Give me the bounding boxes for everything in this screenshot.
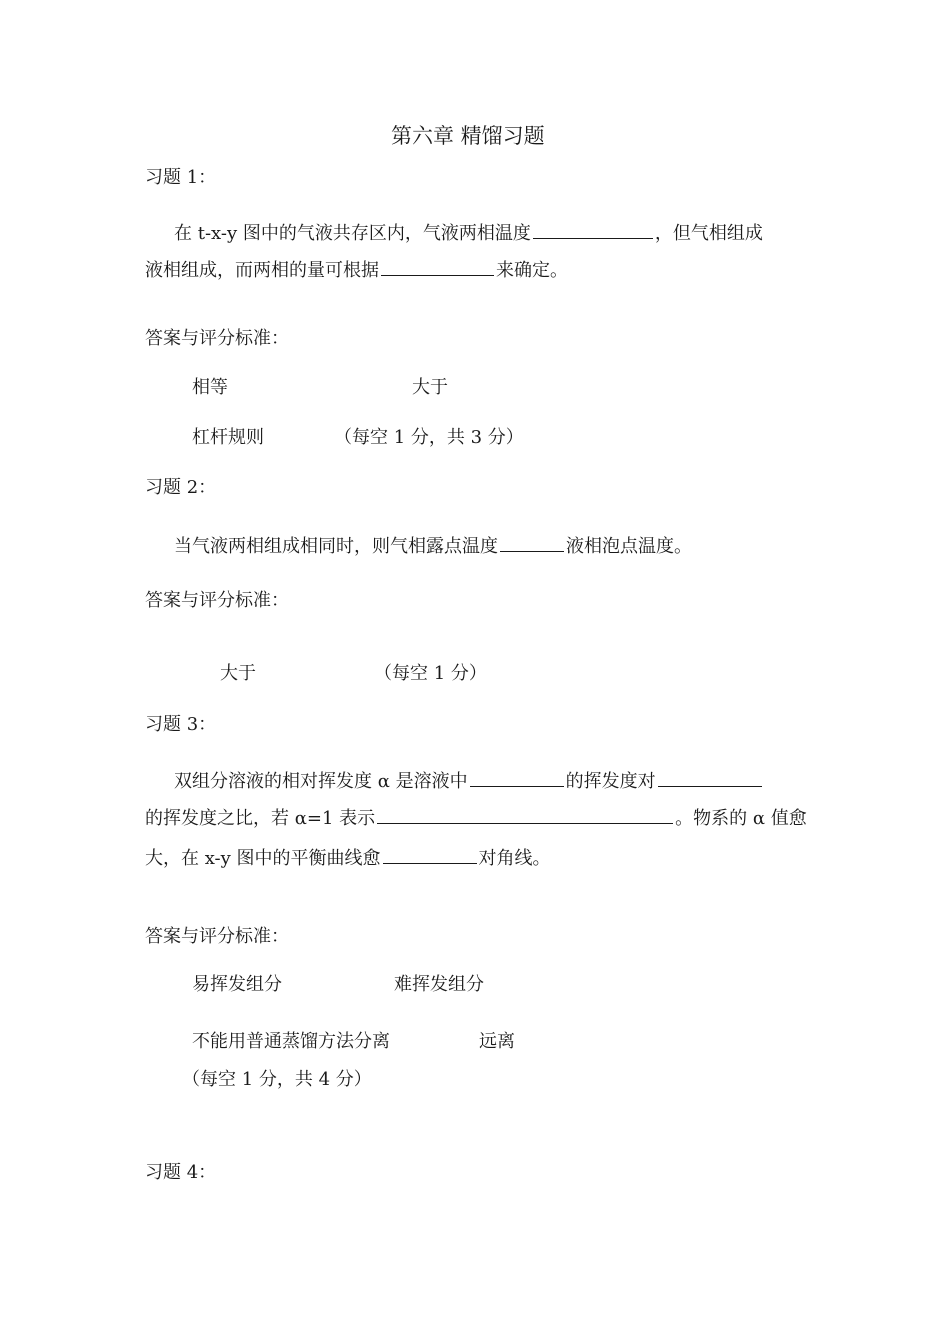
- question-3-line-3: [145, 845, 551, 871]
- question-2-line-1: [174, 533, 692, 559]
- answer-item: 易挥发组分: [192, 974, 282, 995]
- question-1-label: 习题 1：: [145, 167, 217, 188]
- answer-blank: [500, 533, 564, 552]
- answer-blank: [381, 257, 494, 276]
- answer-blank: [383, 845, 477, 864]
- answer-heading: 答案与评分标准：: [145, 590, 289, 611]
- answer-blank: [658, 768, 762, 787]
- answer-item: 远离: [479, 1031, 515, 1052]
- question-3-label: 习题 3：: [145, 714, 217, 735]
- score-note: （每空 1 分，共 4 分）: [182, 1069, 372, 1090]
- answer-item: 相等: [192, 377, 228, 398]
- question-3-text: 大，在 x-y 图中的平衡曲线愈: [145, 848, 381, 869]
- score-note: （每空 1 分）: [374, 663, 487, 684]
- answer-item: 杠杆规则: [192, 427, 264, 448]
- question-4-label: 习题 4：: [145, 1162, 217, 1183]
- answer-item: 难挥发组分: [394, 974, 484, 995]
- question-1-text: 液相组成，而两相的量可根据: [145, 260, 379, 281]
- question-3-text: 的挥发度对: [565, 771, 656, 792]
- question-1-text: 来确定。: [496, 260, 568, 281]
- page-title: 第六章 精馏习题: [391, 124, 545, 148]
- question-3-text: 的挥发度之比，若 α=1 表示: [145, 808, 376, 829]
- answer-item: 大于: [412, 377, 448, 398]
- question-3-line-2: [145, 805, 807, 831]
- question-1-line-2: [145, 257, 568, 283]
- question-3-line-1: [174, 768, 764, 794]
- answer-heading: 答案与评分标准：: [145, 328, 289, 349]
- answer-item: 不能用普通蒸馏方法分离: [192, 1031, 390, 1052]
- question-3-text: 双组分溶液的相对挥发度 α 是溶液中: [174, 771, 468, 792]
- question-1-line-1: [174, 220, 763, 246]
- question-2-text: 液相泡点温度。: [566, 536, 692, 557]
- question-3-text: 。物系的 α 值愈: [675, 808, 807, 829]
- question-1-text: ，但气相组成: [654, 223, 763, 244]
- score-note: （每空 1 分，共 3 分）: [334, 427, 524, 448]
- answer-blank: [470, 768, 564, 787]
- answer-blank: [533, 220, 653, 239]
- question-3-text: 对角线。: [478, 848, 551, 869]
- question-1-text: 在 t-x-y 图中的气液共存区内，气液两相温度: [174, 223, 531, 244]
- answer-item: 大于: [220, 663, 256, 684]
- question-2-label: 习题 2：: [145, 477, 217, 498]
- answer-heading: 答案与评分标准：: [145, 926, 289, 947]
- question-2-text: 当气液两相组成相同时，则气相露点温度: [174, 536, 498, 557]
- answer-blank: [377, 805, 673, 824]
